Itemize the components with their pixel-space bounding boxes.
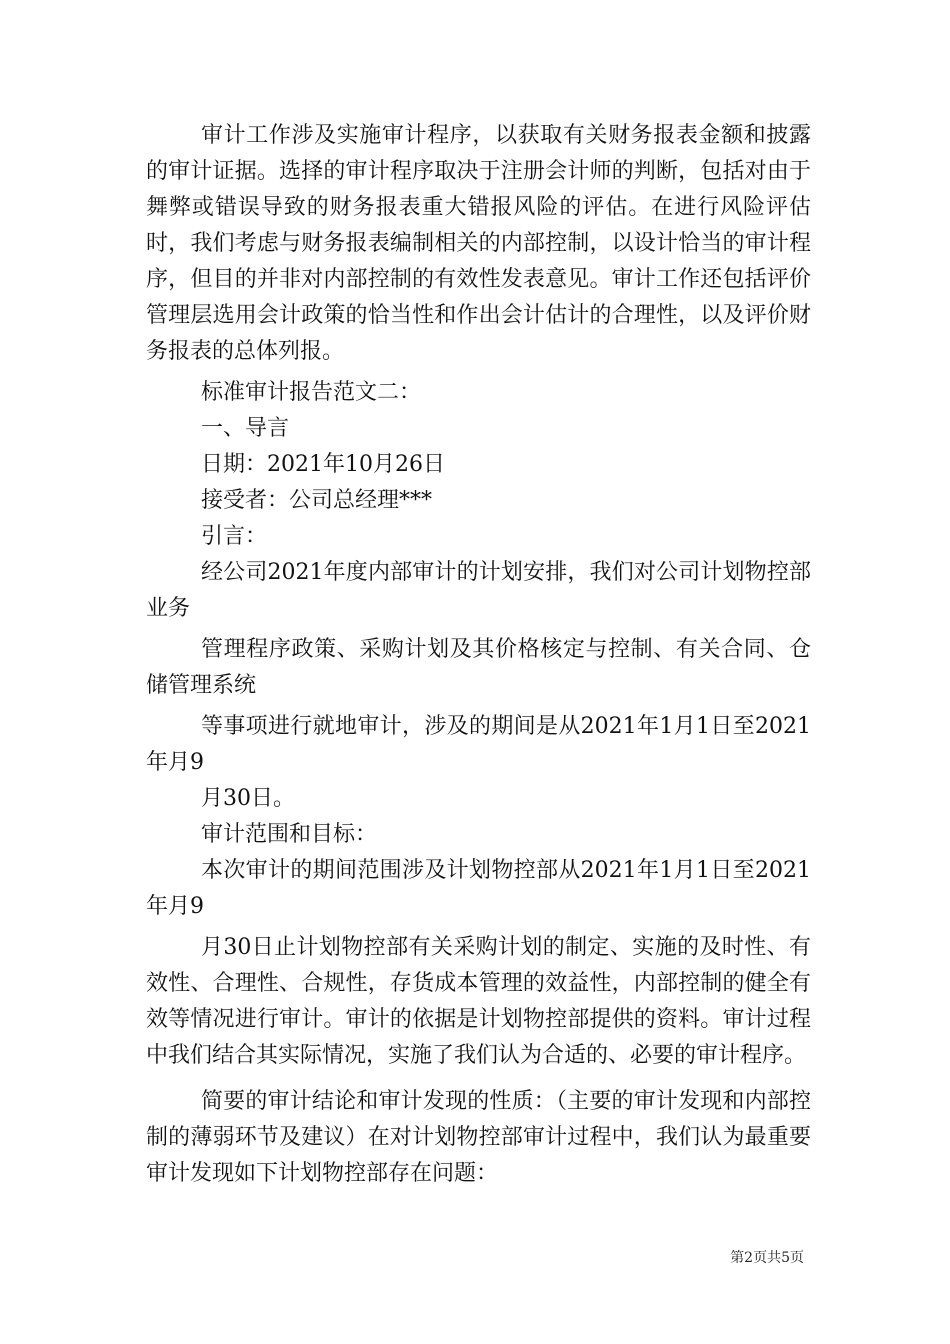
paragraph-audit-work: 审计工作涉及实施审计程序，以获取有关财务报表金额和披露的审计证据。选择的审计程序取决于注册会计师的判断，包括对由于舞弊或错误导致的财务报表重大错报风险的评估。在进行风险评估时，我们考虑与财务报表编制相关的内部控制，以设计恰当的审计程序，但目的并非对内部控制的有效性发表意见。审计工作还包括评价管理层选用会计政策的恰当性和作出会计估计的合理性，以及评价财务报表的总体列报。	[146, 123, 811, 364]
preface-label: 引言：	[201, 524, 268, 549]
paragraph-audit-scope: 月30日止计划物控部有关采购计划的制定、实施的及时性、有效性、合理性、合规性，存货成本管理的效益性，内部控制的健全有效等情况进行审计。审计的依据是计划物控部提供的资料。审计过程中我们结合其实际情况，实施了我们认为合适的、必要的审计程序。	[146, 935, 811, 1068]
heading-sample-two: 标准审计报告范文二：	[201, 380, 422, 405]
paragraph-plan-arrangement: 经公司2021年度内部审计的计划安排，我们对公司计划物控部业务	[146, 560, 811, 621]
recipient-line: 接受者：公司总经理***	[201, 488, 433, 513]
document-body	[146, 118, 811, 1192]
date-line: 日期：2021年10月26日	[201, 452, 445, 477]
paragraph-management-procedures: 管理程序政策、采购计划及其价格核定与控制、有关合同、仓储管理系统	[146, 637, 811, 698]
heading-introduction: 一、导言	[201, 416, 290, 441]
scope-label: 审计范围和目标：	[201, 822, 378, 847]
paragraph-audit-period: 本次审计的期间范围涉及计划物控部从2021年1月1日至2021年月9	[146, 858, 811, 919]
page-number: 第2页共5页	[730, 1250, 804, 1266]
paragraph-audit-conclusion: 简要的审计结论和审计发现的性质：（主要的审计发现和内部控制的薄弱环节及建议）在对计划物控部审计过程中，我们认为最重要审计发现如下计划物控部存在问题：	[146, 1089, 811, 1186]
paragraph-onsite-audit: 等事项进行就地审计，涉及的期间是从2021年1月1日至2021年月9	[146, 714, 811, 775]
paragraph-end-date: 月30日。	[201, 786, 295, 811]
